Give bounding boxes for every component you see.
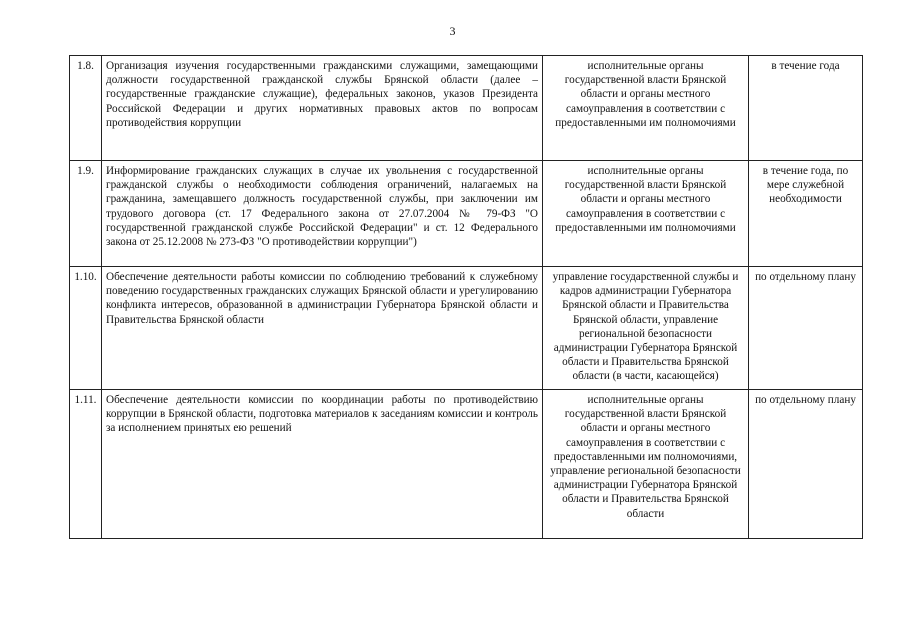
table-row (70, 267, 863, 390)
responsible-executor: исполнительные органы государственной власти Брянской области и органы местного самоуправления в соответствии с предоставленными им полномочиями, управление региональной безопасности администрации Губернатора Брянской области и Правительства Брянской области (543, 390, 749, 539)
measure-description: Обеспечение деятельности работы комиссии по соблюдению требований к служебному поведению государственных гражданских служащих Брянской области и урегулированию конфликта интересов, образованной в администрации Губернатора Брянской области и Правительства Брянской области (102, 267, 543, 390)
responsible-executor: исполнительные органы государственной власти Брянской области и органы местного самоуправления в соответствии с предоставленными им полномочиями (543, 161, 749, 267)
measure-description: Информирование гражданских служащих в случае их увольнения с государственной гражданской службы о необходимости соблюдения ограничений, налагаемых на гражданина, замещавшего должность государственной службы, при заключении им трудового договора (ст. 17 Федерального закона от 27.07.2004 № 79-ФЗ "О государственной гражданской службе Российской Федерации" и ст. 12 Федерального закона от 25.12.2008 № 273-ФЗ "О противодействии коррупции") (102, 161, 543, 267)
measure-description: Организация изучения государственными гражданскими служащими, замещающими должности государственной гражданской службы Брянской области (далее – государственные гражданские служащие), федеральных законов, указов Президента Российской Федерации и других нормативных правовых актов по вопросам противодействия коррупции (102, 56, 543, 161)
table-row (70, 390, 863, 539)
row-number: 1.9. (70, 161, 102, 267)
responsible-executor: исполнительные органы государственной власти Брянской области и органы местного самоуправления в соответствии с предоставленными им полномочиями (543, 56, 749, 161)
page-number: 3 (449, 24, 456, 38)
deadline: по отдельному плану (749, 267, 863, 390)
deadline: по отдельному плану (749, 390, 863, 539)
table-row (70, 56, 863, 161)
row-number: 1.11. (70, 390, 102, 539)
deadline: в течение года, по мере служебной необходимости (749, 161, 863, 267)
row-number: 1.8. (70, 56, 102, 161)
action-plan-table (69, 55, 863, 539)
deadline: в течение года (749, 56, 863, 161)
row-number: 1.10. (70, 267, 102, 390)
responsible-executor: управление государственной службы и кадров администрации Губернатора Брянской области и Правительства Брянской области, управление региональной безопасности администрации Губернатора Брянской области и Правительства Брянской области (в части, касающейся) (543, 267, 749, 390)
measure-description: Обеспечение деятельности комиссии по координации работы по противодействию коррупции в Брянской области, подготовка материалов к заседаниям комиссии и контроль за исполнением принятых ею решений (102, 390, 543, 539)
table-row (70, 161, 863, 267)
